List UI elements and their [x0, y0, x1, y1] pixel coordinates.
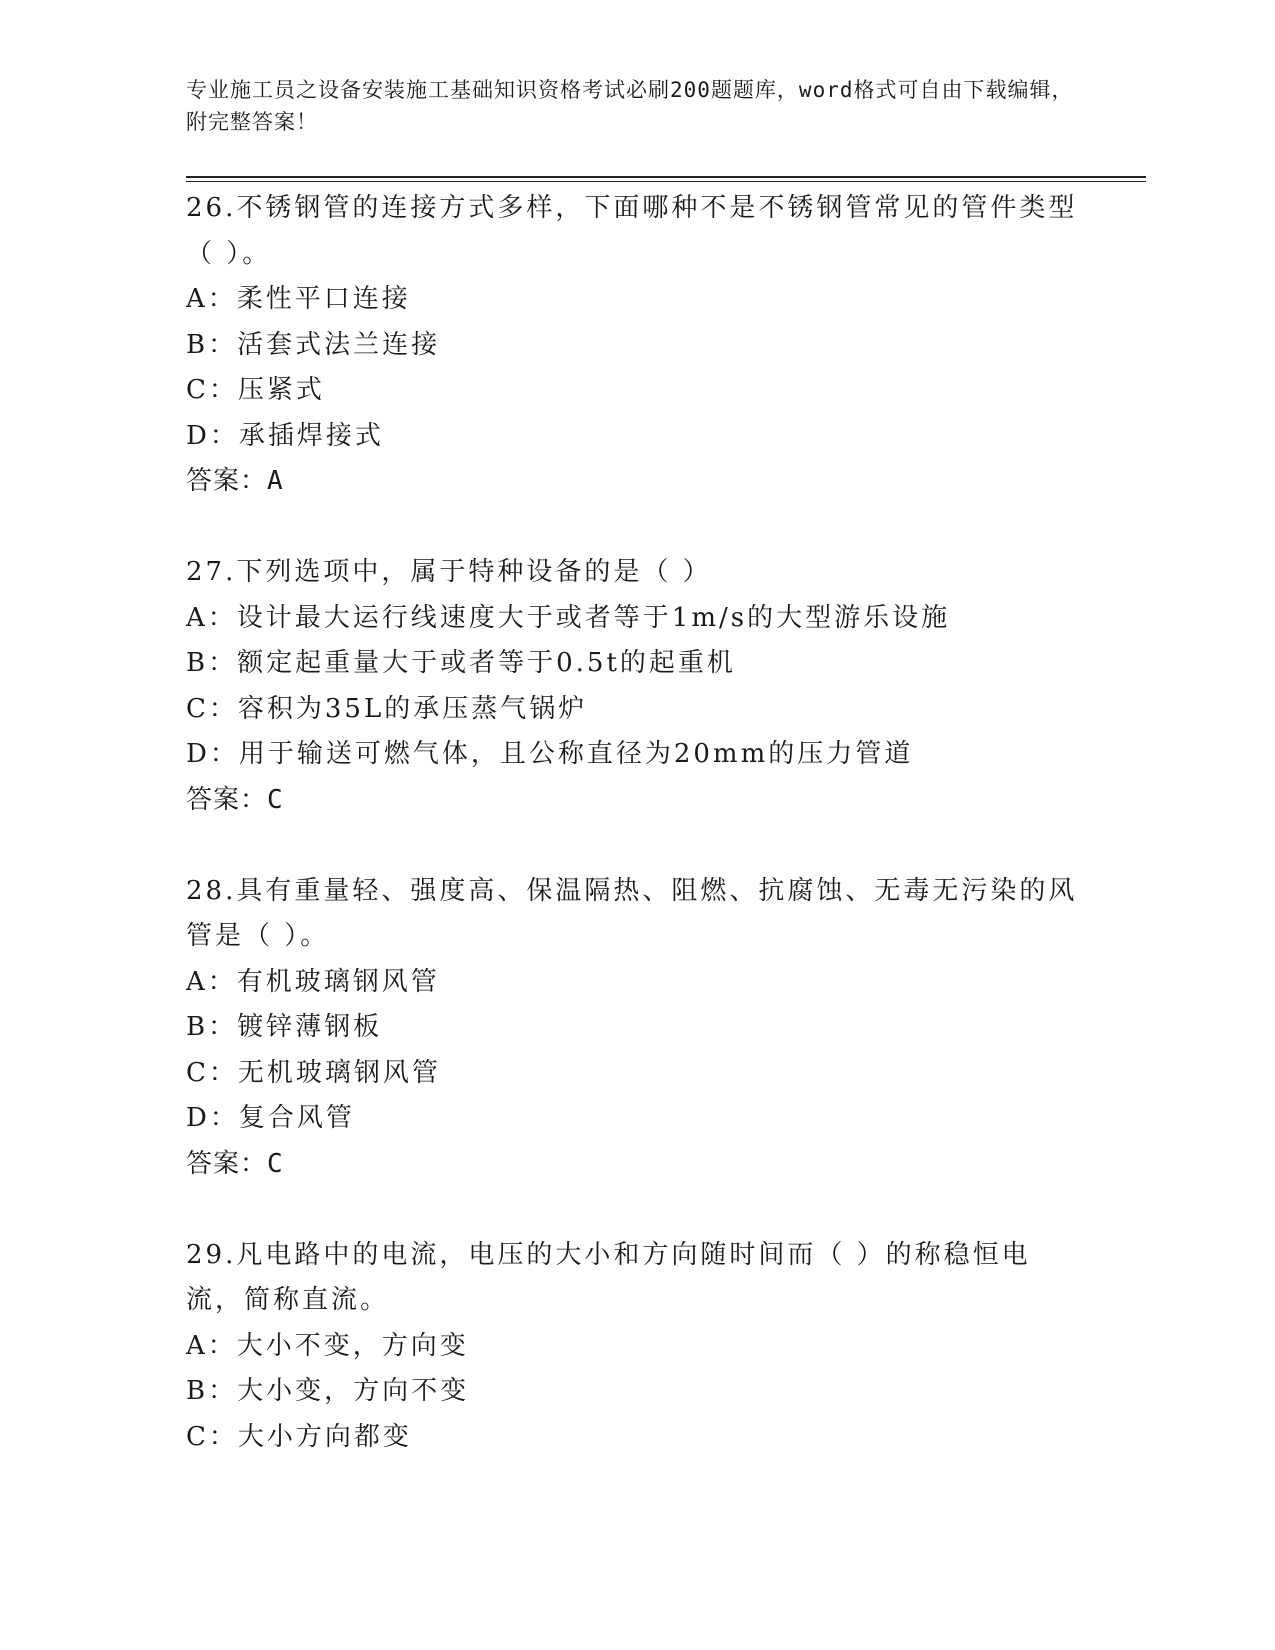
option-d: D：复合风管	[186, 1103, 355, 1133]
question-stem: 26.不锈钢管的连接方式多样，下面哪种不是不锈钢管常见的管件类型（ ）。	[186, 193, 1078, 269]
option-b: B：大小变，方向不变	[186, 1376, 470, 1406]
question-list	[186, 186, 1086, 1460]
spacer	[186, 1187, 1086, 1233]
option-a: A：大小不变，方向变	[186, 1330, 469, 1361]
header-divider-thin	[186, 181, 1146, 182]
question-stem: 28.具有重量轻、强度高、保温隔热、阻燃、抗腐蚀、无毒无污染的风管是（ ）。	[186, 875, 1078, 951]
question-29	[186, 1233, 1086, 1461]
answer: 答案：C	[186, 1148, 284, 1179]
spacer	[186, 823, 1086, 869]
option-c: C：无机玻璃钢风管	[186, 1057, 441, 1088]
option-a: A：有机玻璃钢风管	[186, 966, 440, 997]
option-b: B：额定起重量大于或者等于0.5t的起重机	[186, 648, 736, 678]
document-header	[186, 74, 1086, 138]
option-d: D：承插焊接式	[186, 420, 384, 451]
question-26	[186, 186, 1086, 505]
option-b: B：镀锌薄钢板	[186, 1012, 383, 1042]
option-c: C：压紧式	[186, 375, 325, 405]
option-d: D：用于输送可燃气体，且公称直径为20mm的压力管道	[186, 739, 914, 769]
header-text: 专业施工员之设备安装施工基础知识资格考试必刷200题题库，word格式可自由下载编辑，附完整答案！	[186, 78, 1074, 134]
answer: 答案：C	[186, 784, 284, 815]
question-stem: 29.凡电路中的电流，电压的大小和方向随时间而（ ）的称稳恒电流，简称直流。	[186, 1239, 1031, 1315]
spacer	[186, 505, 1086, 551]
question-27	[186, 550, 1086, 823]
option-a: A：设计最大运行线速度大于或者等于1m/s的大型游乐设施	[186, 602, 951, 633]
header-divider	[186, 176, 1146, 178]
question-28	[186, 869, 1086, 1188]
option-b: B：活套式法兰连接	[186, 329, 441, 360]
option-c: C：容积为35L的承压蒸气锅炉	[186, 693, 588, 724]
question-stem: 27.下列选项中，属于特种设备的是（ ）	[186, 557, 712, 587]
answer: 答案：A	[186, 466, 284, 496]
option-c: C：大小方向都变	[186, 1421, 412, 1452]
option-a: A：柔性平口连接	[186, 284, 411, 314]
